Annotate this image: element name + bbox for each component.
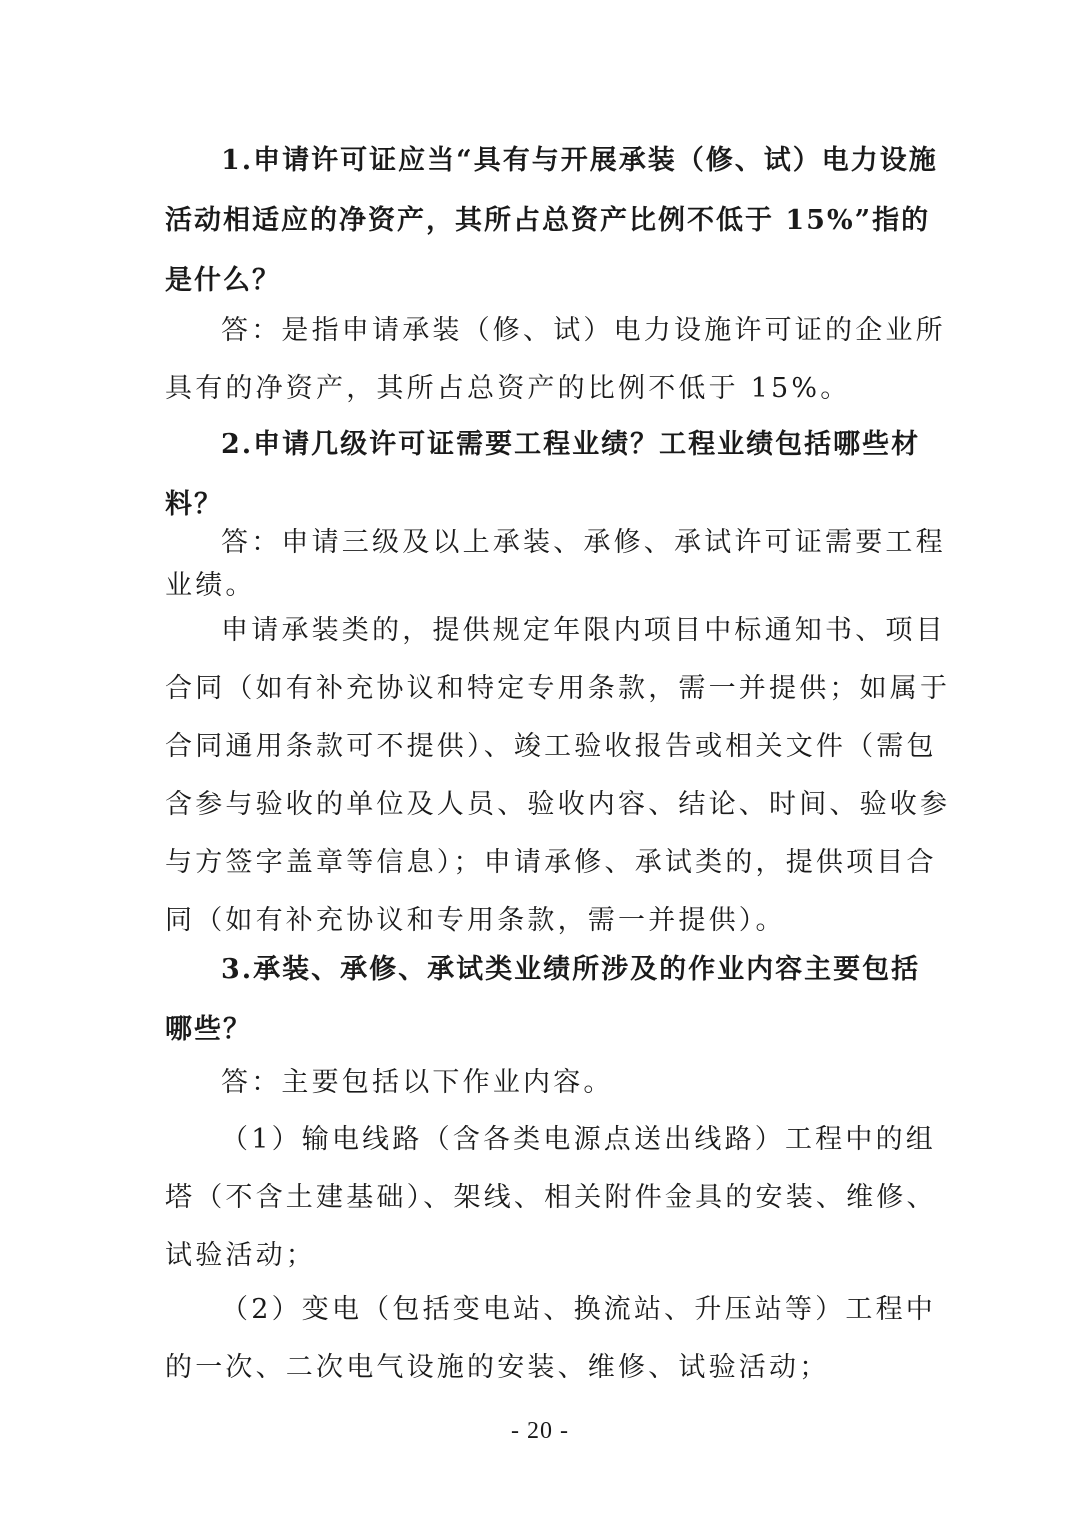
question-2-line-2: 料？ bbox=[165, 489, 223, 520]
question-2-line-1: 2.申请几级许可证需要工程业绩？工程业绩包括哪些材 bbox=[221, 429, 921, 460]
answer-2-details-line-6: 同（如有补充协议和专用条款，需一并提供）。 bbox=[165, 905, 786, 936]
answer-2-details-line-5: 与方签字盖章等信息）；申请承修、承试类的，提供项目合 bbox=[165, 847, 937, 878]
question-1-line-3: 是什么？ bbox=[165, 265, 281, 296]
answer-1-line-2: 具有的净资产，其所占总资产的比例不低于 15%。 bbox=[165, 373, 851, 404]
answer-3-line-1: 答：主要包括以下作业内容。 bbox=[221, 1067, 614, 1098]
answer-2-line-2: 业绩。 bbox=[165, 570, 256, 601]
answer-2-line-1: 答：申请三级及以上承装、承修、承试许可证需要工程 bbox=[221, 527, 946, 558]
answer-3-item-2-line-1: （2）变电（包括变电站、换流站、升压站等）工程中 bbox=[221, 1294, 936, 1325]
answer-3-item-1-line-1: （1）输电线路（含各类电源点送出线路）工程中的组 bbox=[221, 1124, 936, 1155]
question-1-line-1: 1.申请许可证应当“具有与开展承装（修、试）电力设施 bbox=[221, 145, 938, 176]
answer-2-details-line-2: 合同（如有补充协议和特定专用条款，需一并提供；如属于 bbox=[165, 673, 951, 704]
question-1 bbox=[165, 131, 938, 311]
answer-2-details-line-1: 申请承装类的，提供规定年限内项目中标通知书、项目 bbox=[221, 615, 946, 646]
answer-3-item-1-line-3: 试验活动； bbox=[165, 1240, 316, 1271]
page-number: - 20 - bbox=[511, 1418, 569, 1444]
answer-3-item-1-line-2: 塔（不含土建基础）、架线、相关附件金具的安装、维修、 bbox=[165, 1182, 937, 1213]
question-1-line-2: 活动相适应的净资产，其所占总资产比例不低于 15%”指的 bbox=[165, 205, 931, 236]
answer-3-item-1 bbox=[165, 1111, 937, 1285]
answer-2 bbox=[165, 520, 946, 606]
answer-3 bbox=[165, 1054, 915, 1112]
question-3-line-2: 哪些？ bbox=[165, 1014, 252, 1045]
answer-2-details-line-3: 合同通用条款可不提供）、竣工验收报告或相关文件（需包 bbox=[165, 731, 937, 762]
answer-3-item-2 bbox=[165, 1281, 936, 1397]
answer-1 bbox=[165, 302, 946, 418]
question-3 bbox=[165, 940, 921, 1060]
answer-3-item-2-line-2: 的一次、二次电气设施的安装、维修、试验活动； bbox=[165, 1352, 830, 1383]
question-3-line-1: 3.承装、承修、承试类业绩所涉及的作业内容主要包括 bbox=[221, 954, 921, 985]
answer-1-line-1: 答：是指申请承装（修、试）电力设施许可证的企业所 bbox=[221, 315, 946, 346]
answer-2-details bbox=[165, 602, 951, 950]
question-2 bbox=[165, 415, 921, 535]
answer-2-details-line-4: 含参与验收的单位及人员、验收内容、结论、时间、验收参 bbox=[165, 789, 951, 820]
